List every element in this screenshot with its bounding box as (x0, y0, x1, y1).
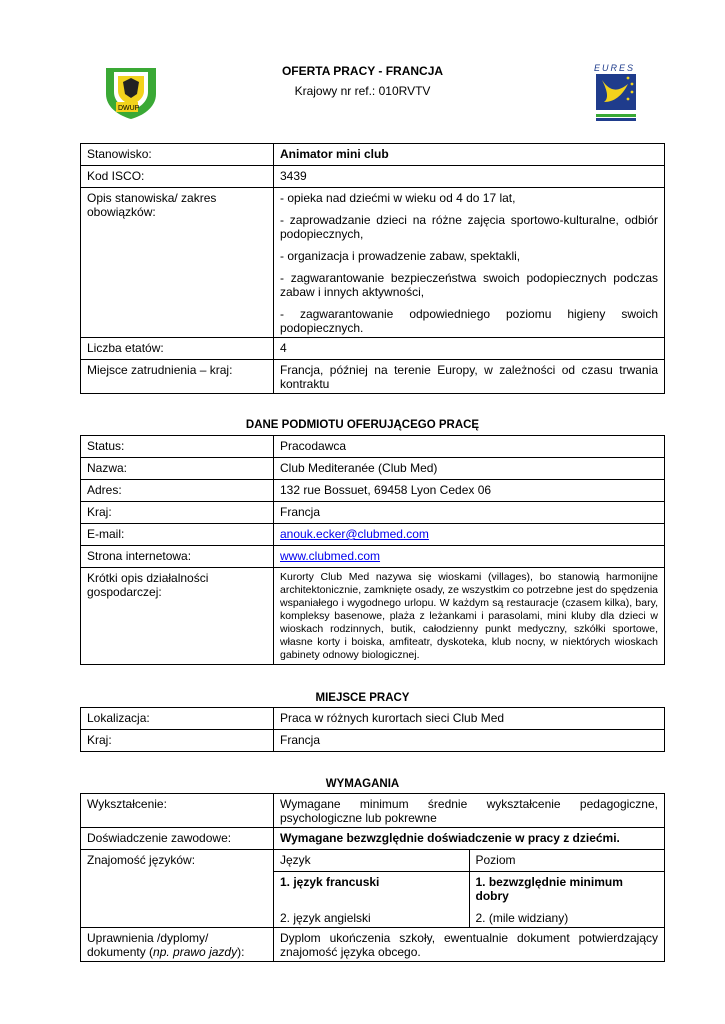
positions-count-value: 4 (274, 338, 665, 360)
workplace-heading: MIEJSCE PRACY (315, 692, 410, 704)
experience-label: Doświadczenie zawodowe: (81, 828, 274, 850)
workplace-country2-label: Kraj: (81, 730, 274, 752)
website-link[interactable]: www.clubmed.com (280, 549, 381, 563)
requirements-table (80, 793, 665, 962)
duty-item: - opieka nad dziećmi w wieku od 4 do 17 lat, (280, 191, 516, 205)
website-label: Strona internetowa: (81, 546, 274, 568)
languages-label: Znajomość języków: (81, 850, 274, 928)
status-label: Status: (81, 436, 274, 458)
level-column-header: Poziom (469, 850, 664, 871)
isco-value: 3439 (274, 166, 665, 188)
svg-text:EURES: EURES (594, 63, 636, 73)
language-1: 1. język francuski (274, 871, 469, 908)
address-value: 132 rue Bossuet, 69458 Lyon Cedex 06 (274, 480, 665, 502)
employer-table (80, 435, 665, 665)
education-value: Wymagane minimum średnie wykształcenie pedagogiczne, psychologiczne lub pokrewne (274, 794, 665, 828)
duties-label: Opis stanowiska/ zakres obowiązków: (81, 188, 274, 338)
company-name-label: Nazwa: (81, 458, 274, 480)
offer-reference: Krajowy nr ref.: 010RVTV (294, 84, 431, 98)
permissions-label-end: ): (237, 944, 245, 959)
position-value: Animator mini club (274, 144, 665, 166)
website-cell (274, 546, 665, 568)
experience-value: Wymagane bezwzględnie doświadczenie w pracy z dziećmi. (274, 828, 665, 850)
offer-title: OFERTA PRACY - FRANCJA (281, 64, 444, 78)
duty-item: - organizacja i prowadzenie zabaw, spektakli, (280, 249, 521, 263)
workplace-table (80, 707, 665, 752)
position-label: Stanowisko: (81, 144, 274, 166)
languages-subtable (274, 850, 664, 927)
location-label: Lokalizacja: (81, 708, 274, 730)
positions-count-label: Liczba etatów: (81, 338, 274, 360)
education-label: Wykształcenie: (81, 794, 274, 828)
language-column-header: Język (274, 850, 469, 871)
permissions-value: Dyplom ukończenia szkoły, ewentualnie dokument potwierdzający znajomość języka obcego. (274, 927, 665, 961)
job-table (80, 143, 665, 394)
business-description-label: Krótki opis działalności gospodarczej: (81, 568, 274, 665)
duty-item: - zaprowadzanie dzieci na różne zajęcia sportowo-kulturalne, odbiór podopiecznych, (280, 213, 658, 241)
level-1: 1. bezwzględnie minimum dobry (475, 874, 623, 903)
workplace-country-value: Francja, później na terenie Europy, w zależności od czasu trwania kontraktu (274, 360, 665, 394)
employer-country-value: Francja (274, 502, 665, 524)
employer-heading: DANE PODMIOTU OFERUJĄCEGO PRACĘ (245, 419, 480, 431)
email-link[interactable]: anouk.ecker@clubmed.com (280, 527, 429, 541)
workplace-country-label: Miejsce zatrudnienia – kraj: (81, 360, 274, 394)
isco-label: Kod ISCO: (81, 166, 274, 188)
employer-country-label: Kraj: (81, 502, 274, 524)
status-value: Pracodawca (274, 436, 665, 458)
duties-list (274, 188, 665, 338)
workplace-country2-value: Francja (274, 730, 665, 752)
permissions-label-example: np. prawo jazdy (153, 944, 238, 959)
permissions-label (81, 927, 274, 961)
duty-item: - zagwarantowanie odpowiedniego poziomu higieny swoich podopiecznych. (280, 307, 658, 335)
duty-item: - zagwarantowanie bezpieczeństwa swoich podopiecznych podczas zabaw i innych aktywności, (280, 271, 658, 299)
email-cell (274, 524, 665, 546)
language-2: 2. język angielski (274, 908, 469, 927)
email-label: E-mail: (81, 524, 274, 546)
requirements-heading: WYMAGANIA (325, 778, 400, 790)
permissions-label-text: Uprawnienia /dyplomy/ dokumenty ( (87, 930, 209, 959)
svg-text:DWUP: DWUP (118, 105, 140, 112)
company-name-value: Club Mediteranée (Club Med) (274, 458, 665, 480)
business-description-value: Kurorty Club Med nazywa się wioskami (villages), bo stanowią harmonijne architektonicznie, zamknięte osady, ze wszystkim co potrzebne jest do spędzenia wspaniałego i wygodnego urlopu. W każdym są restauracje (czasem kilka), bary, kompleksy basenowe, plaża z leżankami i parasolami, mini kluby dla dzieci w wioskach rodzinnych, butik, całodzienny punkt medyczny, szkółki sportowe, własne korty i boiska, amfiteatr, dyskoteka, klub nocny, w niektórych wioskach gabinety odnowy biologicznej. (274, 568, 665, 665)
languages-cell (274, 850, 665, 928)
location-value: Praca w różnych kurortach sieci Club Med (274, 708, 665, 730)
address-label: Adres: (81, 480, 274, 502)
level-2: 2. (mile widziany) (475, 910, 569, 925)
